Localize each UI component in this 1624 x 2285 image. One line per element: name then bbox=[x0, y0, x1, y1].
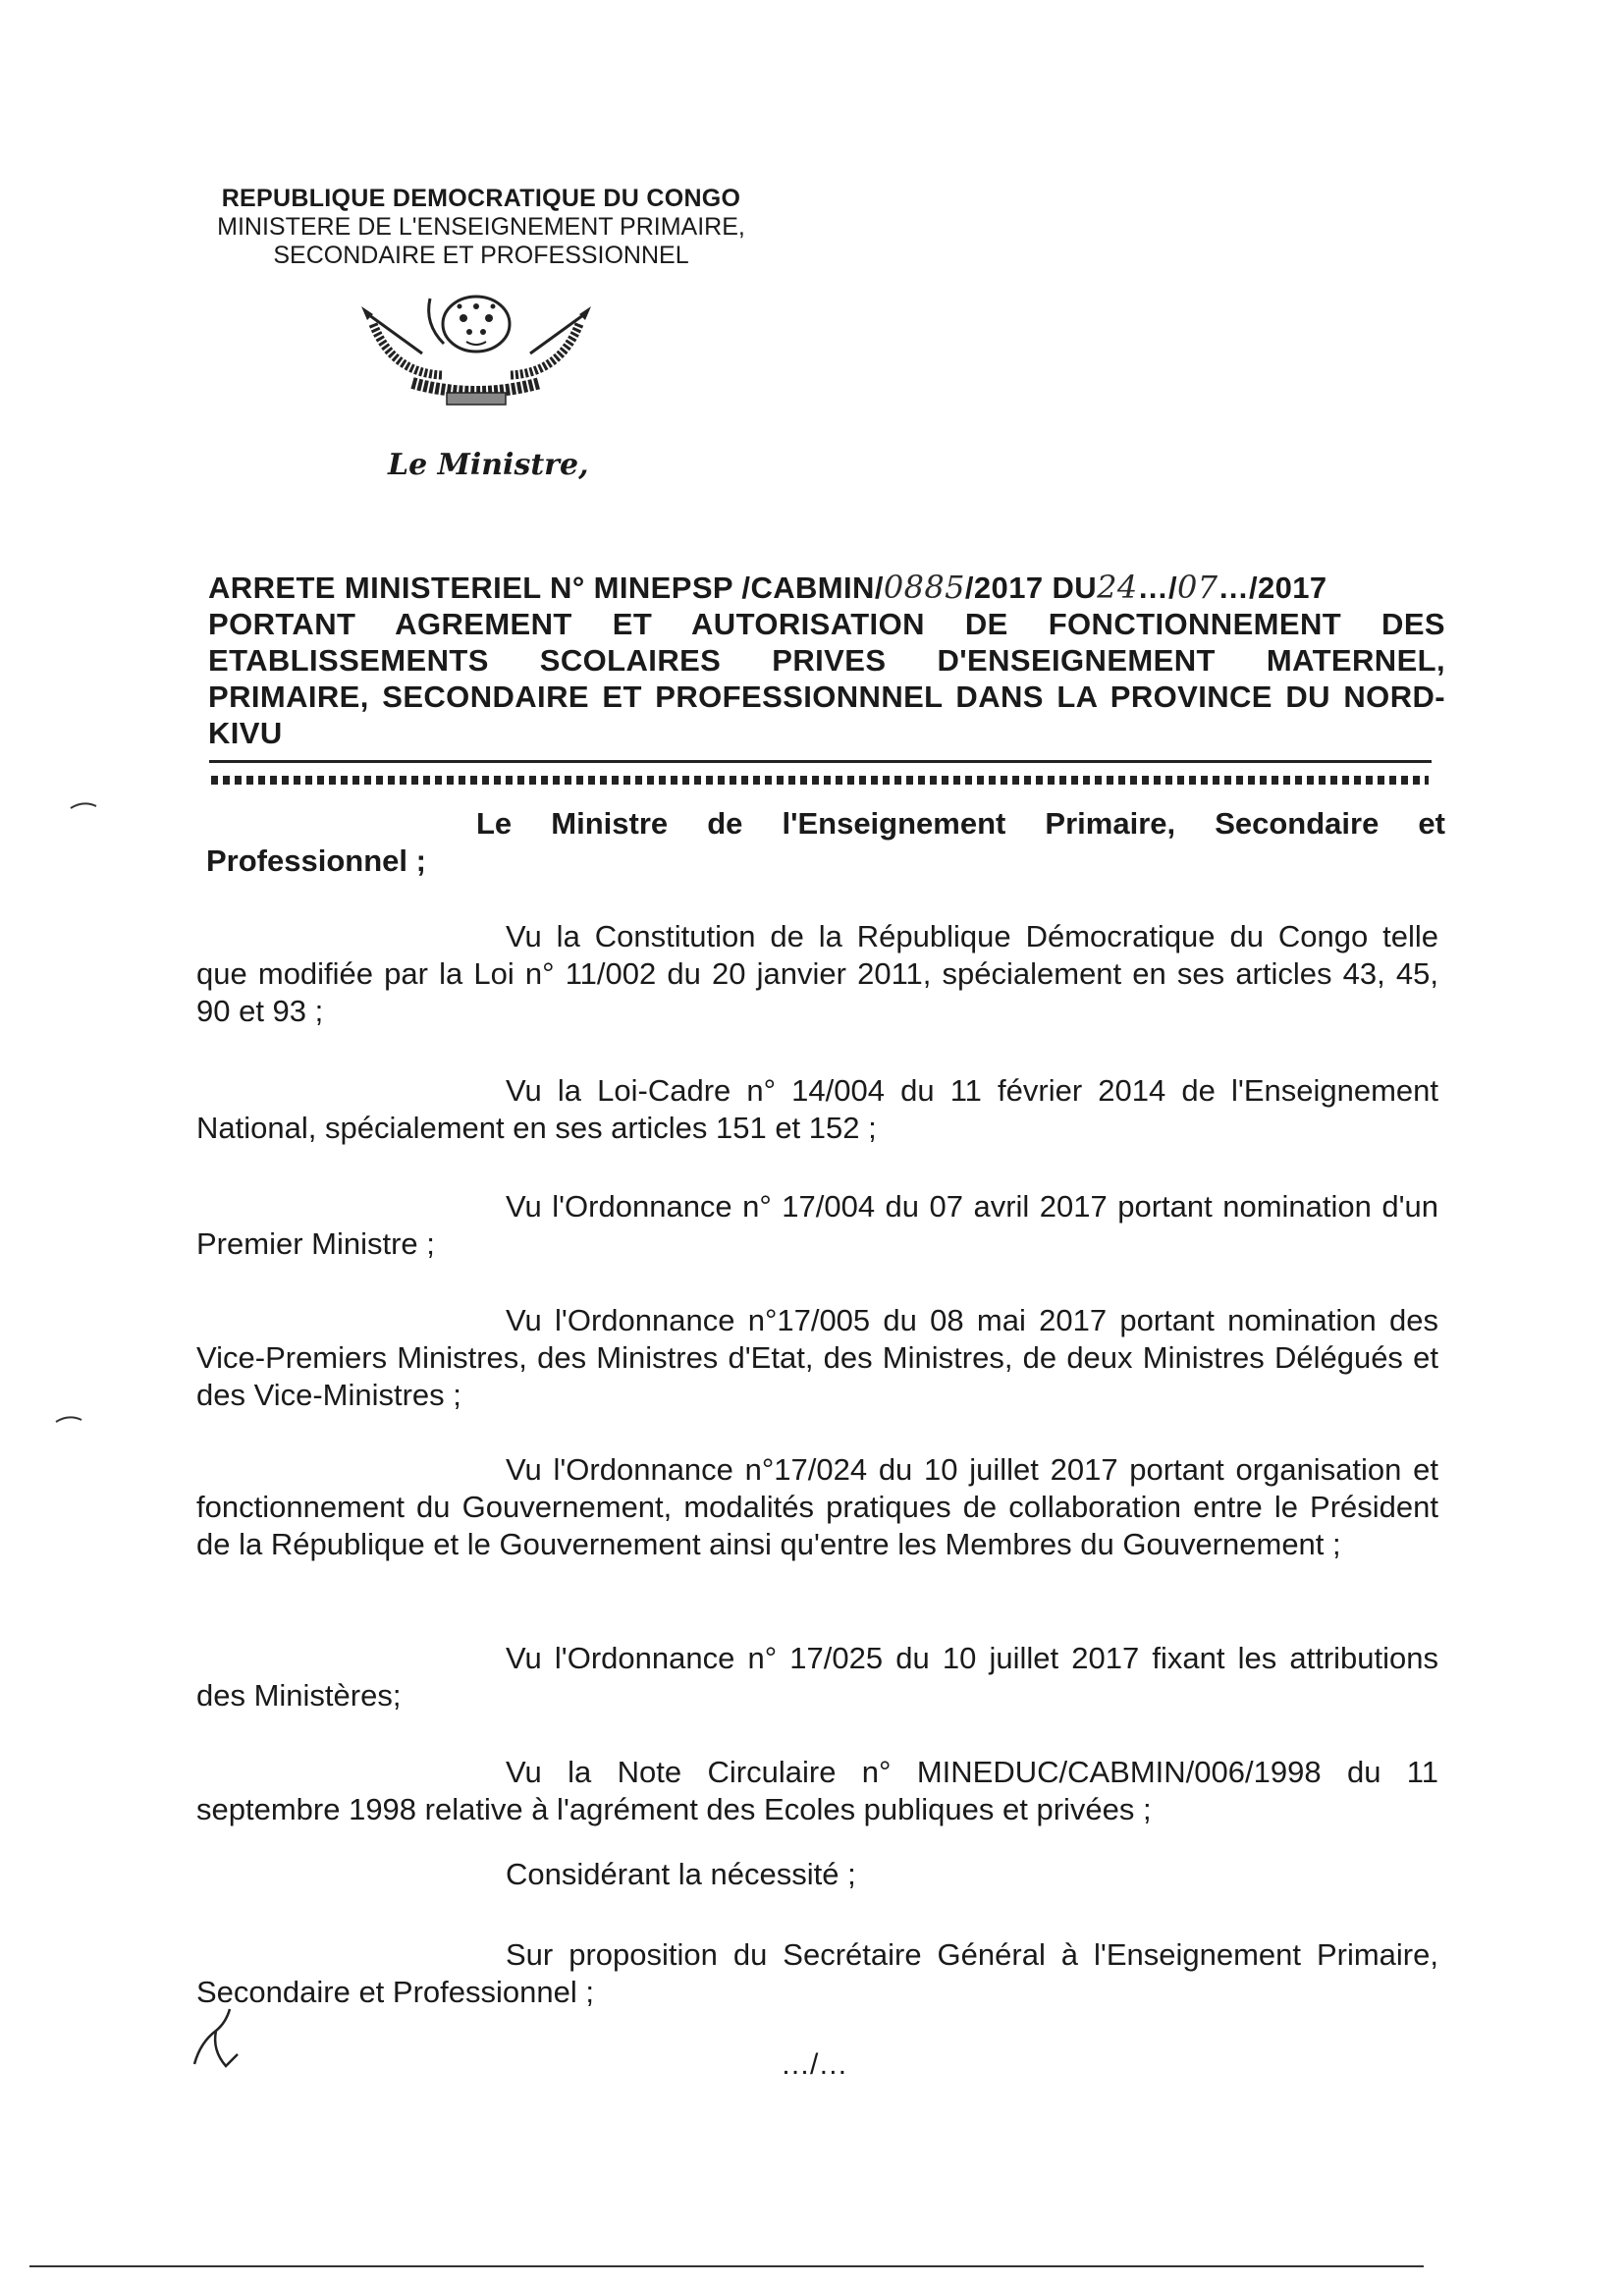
decree-title bbox=[208, 570, 1445, 751]
letterhead bbox=[196, 185, 766, 270]
title-dotted-divider bbox=[211, 776, 1429, 785]
paragraph-text: Vu l'Ordonnance n°17/005 du 08 mai 2017 portant nomination des Vice-Premiers Ministres, des Ministres d'Etat, des Ministres, de deux Ministres Délégués et des Vice-Ministres ; bbox=[196, 1303, 1438, 1412]
paragraph-constitution bbox=[196, 918, 1438, 1030]
paragraph-proposition bbox=[196, 1936, 1438, 2011]
paragraph-text: Vu l'Ordonnance n°17/024 du 10 juillet 2017 portant organisation et fonctionnement du Gouvernement, modalités pratiques de collaboration entre le Président de la République et le Gouvernement ainsi qu'entre les Membres du Gouvernement ; bbox=[196, 1452, 1438, 1561]
decree-day-handwritten: 24 bbox=[1097, 569, 1138, 606]
paragraph-ordonnance-17-004 bbox=[196, 1188, 1438, 1263]
paragraph-loi-cadre bbox=[196, 1072, 1438, 1147]
preamble-text: Le Ministre de l'Enseignement Primaire, Secondaire et Professionnel ; bbox=[206, 806, 1445, 878]
scan-edge-line bbox=[29, 2265, 1424, 2267]
paragraph-ordonnance-17-005 bbox=[196, 1302, 1438, 1414]
decree-subject: PORTANT AGREMENT ET AUTORISATION DE FONCTIONNEMENT DES ETABLISSEMENTS SCOLAIRES PRIVES D'ENSEIGNEMENT MATERNEL, PRIMAIRE, SECONDAIRE ET PROFESSIONNNEL DANS LA PROVINCE DU NORD-KIVU bbox=[208, 607, 1445, 750]
title-divider bbox=[209, 760, 1432, 763]
paragraph-text: Sur proposition du Secrétaire Général à l'Enseignement Primaire, Secondaire et Professionnel ; bbox=[196, 1937, 1438, 2009]
letterhead-country: REPUBLIQUE DEMOCRATIQUE DU CONGO bbox=[221, 185, 741, 212]
decree-month-handwritten: 07 bbox=[1177, 569, 1218, 606]
paragraph-text: Considérant la nécessité ; bbox=[506, 1857, 856, 1891]
paragraph-note-circulaire bbox=[196, 1754, 1438, 1828]
letterhead-ministry-line1: MINISTERE DE L'ENSEIGNEMENT PRIMAIRE, bbox=[217, 213, 745, 241]
punch-mark bbox=[69, 800, 98, 810]
initials-mark bbox=[187, 2003, 255, 2072]
paragraph-ordonnance-17-024 bbox=[196, 1451, 1438, 1563]
letterhead-ministry-line2: SECONDAIRE ET PROFESSIONNEL bbox=[273, 242, 689, 269]
coat-of-arms-icon bbox=[353, 285, 599, 412]
decree-number-prefix: ARRETE MINISTERIEL N° MINEPSP /CABMIN/ bbox=[208, 571, 884, 605]
decree-year: …/2017 bbox=[1218, 571, 1327, 605]
paragraph-considerant bbox=[196, 1856, 1438, 1893]
punch-mark bbox=[54, 1414, 83, 1424]
continuation-marker: …/… bbox=[781, 2048, 848, 2081]
paragraph-text: Vu la Constitution de la République Démocratique du Congo telle que modifiée par la Loi n° 11/002 du 20 janvier 2011, spécialement en ses articles 43, 45, 90 et 93 ; bbox=[196, 919, 1438, 1028]
decree-number-handwritten: 0885 bbox=[883, 569, 965, 606]
signatory-heading: Le Ministre, bbox=[388, 448, 589, 482]
paragraph-ordonnance-17-025 bbox=[196, 1640, 1438, 1714]
preamble bbox=[206, 805, 1445, 880]
paragraph-text: Vu la Loi-Cadre n° 14/004 du 11 février 2014 de l'Enseignement National, spécialement en ses articles 151 et 152 ; bbox=[196, 1073, 1438, 1145]
decree-number-line bbox=[208, 570, 1445, 606]
decree-date-separator: …/ bbox=[1137, 571, 1178, 605]
decree-date-label: /2017 DU bbox=[964, 571, 1098, 605]
paragraph-text: Vu l'Ordonnance n° 17/025 du 10 juillet 2017 fixant les attributions des Ministères; bbox=[196, 1641, 1438, 1713]
paragraph-text: Vu la Note Circulaire n° MINEDUC/CABMIN/006/1998 du 11 septembre 1998 relative à l'agrément des Ecoles publiques et privées ; bbox=[196, 1755, 1438, 1826]
paragraph-text: Vu l'Ordonnance n° 17/004 du 07 avril 2017 portant nomination d'un Premier Ministre ; bbox=[196, 1189, 1438, 1261]
